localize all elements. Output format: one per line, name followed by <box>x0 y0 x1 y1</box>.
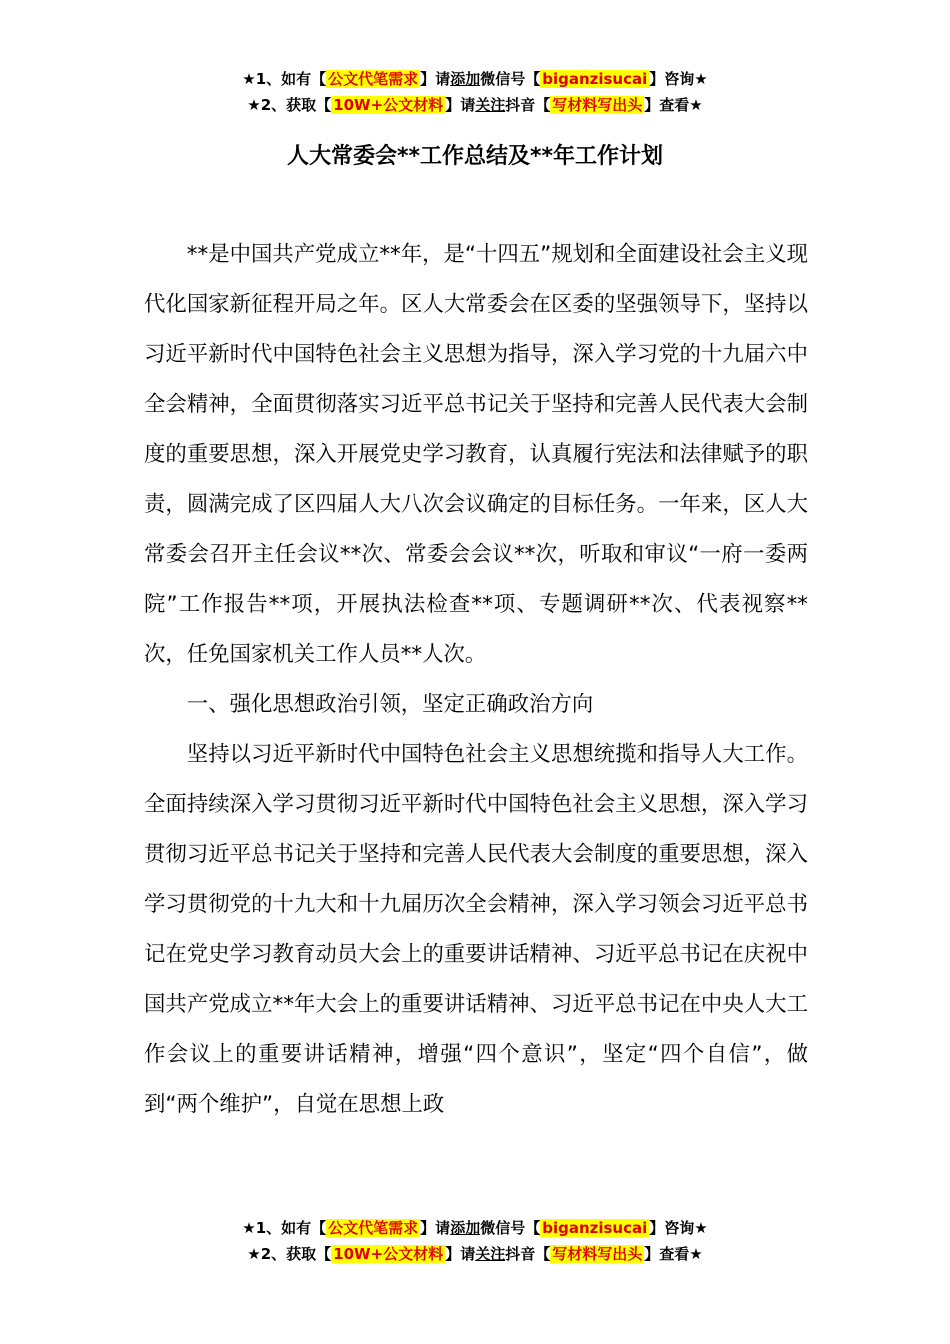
banner-text: ★1、如有【 <box>242 1219 327 1237</box>
banner-highlight: biganzisucai <box>542 70 648 88</box>
banner-text: ★2、获取【 <box>247 96 332 114</box>
banner-line-2 <box>0 92 950 118</box>
banner-emphasis: 添加 <box>450 1219 481 1237</box>
banner-emphasis: 添加 <box>450 70 481 88</box>
banner-text: 抖音【 <box>505 1245 551 1263</box>
banner-line-1 <box>0 66 950 92</box>
banner-text: 】查看★ <box>644 96 703 114</box>
banner-line-2 <box>0 1241 950 1267</box>
banner-text: ★2、获取【 <box>247 1245 332 1263</box>
banner-highlight: 写材料写出头 <box>552 96 643 114</box>
banner-text: 微信号【 <box>480 70 541 88</box>
banner-text: 】查看★ <box>644 1245 703 1263</box>
banner-highlight: 写材料写出头 <box>552 1245 643 1263</box>
body-paragraph: 坚持以习近平新时代中国特色社会主义思想统揽和指导人大工作。全面持续深入学习贯彻习近平新时代中国特色社会主义思想，深入学习贯彻习近平总书记关于坚持和完善人民代表大会制度的重要思想，深入学习贯彻党的十九大和十九届历次全会精神，深入学习领会习近平总书记在党史学习教育动员大会上的重要讲话精神、习近平总书记在庆祝中国共产党成立**年大会上的重要讲话精神、习近平总书记在中央人大工作会议上的重要讲话精神，增强“四个意识”，坚定“四个自信”，做到“两个维护”，自觉在思想上政 <box>144 742 808 1117</box>
banner-highlight: 10W+公文材料 <box>333 96 444 114</box>
body-paragraph: **是中国共产党成立**年，是“十四五”规划和全面建设社会主义现代化国家新征程开局之年。区人大常委会在区委的坚强领导下，坚持以习近平新时代中国特色社会主义思想为指导，深入学习党的十九届六中全会精神，全面贯彻落实习近平总书记关于坚持和完善人民代表大会制度的重要思想，深入开展党史学习教育，认真履行宪法和法律赋予的职责，圆满完成了区四届人大八次会议确定的目标任务。一年来，区人大常委会召开主任会议**次、常委会会议**次，听取和审议“一府一委两院”工作报告**项，开展执法检查**项、专题调研**次、代表视察**次，任免国家机关工作人员**人次。 <box>144 242 808 667</box>
banner-emphasis: 关注 <box>475 96 506 114</box>
section-heading: 一、强化思想政治引领，坚定正确政治方向 <box>186 692 594 717</box>
document-title: 人大常委会**工作总结及**年工作计划 <box>286 144 664 169</box>
banner-text: 】请 <box>420 70 451 88</box>
header-banner <box>0 66 950 118</box>
banner-text: ★1、如有【 <box>242 70 327 88</box>
banner-text: 微信号【 <box>480 1219 541 1237</box>
banner-highlight: 公文代笔需求 <box>328 1219 419 1237</box>
banner-highlight: biganzisucai <box>542 1219 648 1237</box>
banner-highlight: 公文代笔需求 <box>328 70 419 88</box>
banner-highlight: 10W+公文材料 <box>333 1245 444 1263</box>
banner-text: 】咨询★ <box>649 1219 708 1237</box>
document-body <box>144 230 808 1130</box>
banner-text: 】请 <box>445 96 476 114</box>
banner-emphasis: 关注 <box>475 1245 506 1263</box>
banner-text: 抖音【 <box>505 96 551 114</box>
banner-text: 】咨询★ <box>649 70 708 88</box>
banner-text: 】请 <box>445 1245 476 1263</box>
banner-line-1 <box>0 1215 950 1241</box>
footer-banner <box>0 1215 950 1267</box>
banner-text: 】请 <box>420 1219 451 1237</box>
